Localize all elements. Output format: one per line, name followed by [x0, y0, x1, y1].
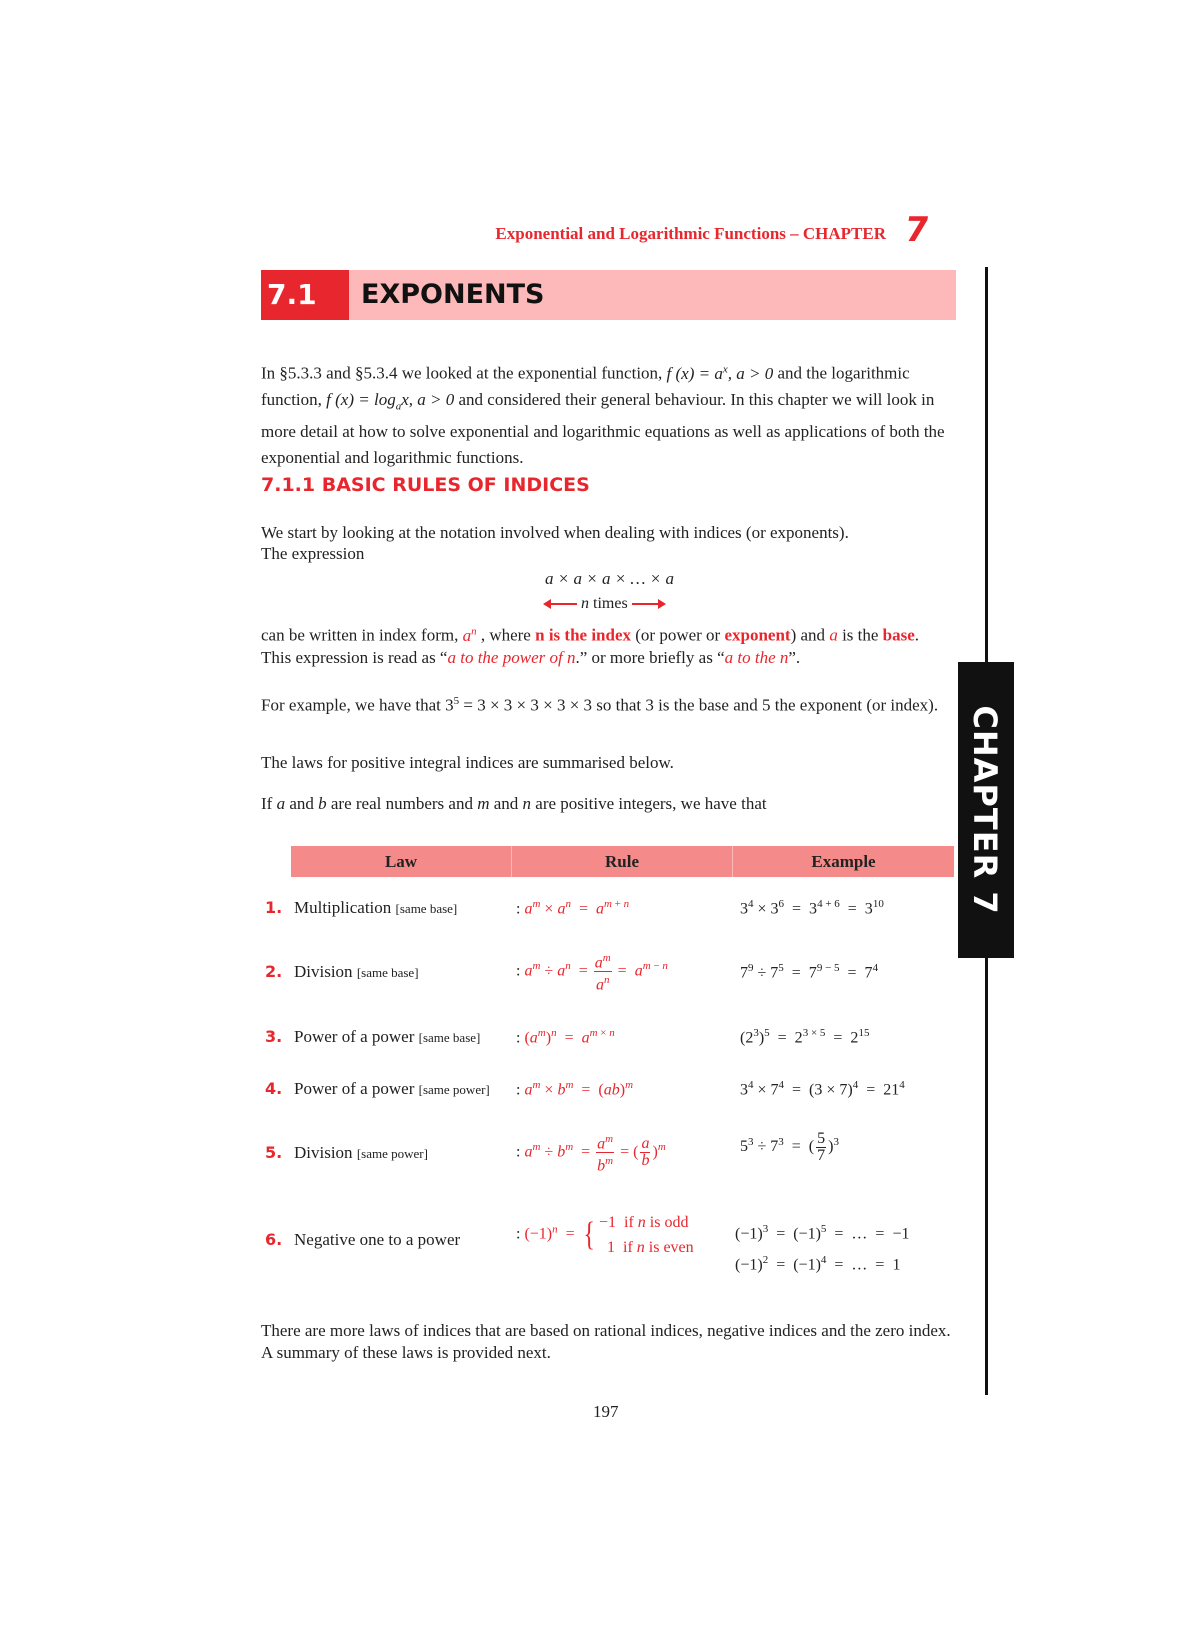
- row-law: Power of a power [same base]: [294, 1027, 481, 1046]
- right-arrow-icon: [632, 603, 664, 605]
- section-banner: [261, 270, 956, 320]
- row-number: 5.: [265, 1143, 283, 1162]
- chapter-side-tab-label: CHAPTER 7: [966, 705, 1004, 915]
- row-law: Negative one to a power: [294, 1230, 461, 1249]
- row-example: $5^3 \div 7^3$ = ( $\frac{5}{7}$ )$^3$: [740, 1130, 839, 1164]
- index-form-paragraph: can be written in index form, $a^n$ , where n is the index (or power or exponent) and a is the base. This expression is read as “a to the power of n.” or more briefly as “a to the n”.: [261, 625, 920, 667]
- row-example: $(2^3)^5 = 2^{3 \times 5} = 2^{15}$: [740, 1027, 870, 1047]
- row-example: $3^4 \times 7^4 = (3 \times 7)^4 = 21^4$: [740, 1079, 905, 1099]
- subsection-heading: 7.1.1 BASIC RULES OF INDICES: [261, 474, 590, 496]
- row-law: Division [same power]: [294, 1143, 428, 1162]
- row-law: Power of a power [same power]: [294, 1079, 490, 1098]
- row-rule: : $a^m \div b^m$ = $\frac{a^m}{b^m}$ = ( $\frac{a}{b}$ )$^m$: [516, 1133, 666, 1175]
- row-example: $(-1)^3 = (-1)^5$ = … = −1 $(-1)^2 = (-1)^4$ = … = 1: [735, 1223, 910, 1274]
- row-rule: : $(-1)^n$ = { −1 if n is odd 1 if n is even: [516, 1214, 694, 1256]
- laws-intro: The laws for positive integral indices are summarised below.: [261, 753, 674, 772]
- n-times-label: n times: [545, 595, 664, 613]
- row-number: 3.: [265, 1027, 283, 1046]
- running-header: Exponential and Logarithmic Functions – CHAPTER: [495, 224, 886, 243]
- left-arrow-icon: [545, 603, 577, 605]
- row-law: Division [same base]: [294, 962, 419, 981]
- header-law: Law: [384, 852, 418, 871]
- row-number: 6.: [265, 1230, 283, 1249]
- row-number: 4.: [265, 1079, 283, 1098]
- row-example: $3^4 \times 3^6 = 3^{4 + 6} = 3^{10}$: [740, 898, 884, 918]
- row-rule: : $a^m \div a^n$ = $\frac{a^m}{a^n}$ = $a^{m - n}$: [516, 952, 668, 994]
- notation-line-2: The expression: [261, 544, 365, 563]
- product-expression: a × a × a × … × a: [545, 569, 675, 588]
- row-law: Multiplication [same base]: [294, 898, 458, 917]
- laws-table-header: [291, 846, 954, 877]
- intro-paragraph: In §5.3.3 and §5.3.4 we looked at the exponential function, f $(x) = a^x$, a > 0 and the logarithmic function, f $(x) = \log_ax$, a > 0 and considered their general behaviour. In this chapter we will look in more detail at how to solve exponential and logarithmic equations as well as applications of both the exponential and logarithmic functions.: [261, 363, 945, 468]
- row-rule: : $a^m \times a^n = a^{m + n}$: [516, 898, 630, 918]
- header-example: Example: [811, 852, 876, 871]
- example-paragraph: For example, we have that $3^5 = 3 \times 3 \times 3 \times 3 \times 3$ so that 3 is the base and 5 the exponent (or index).: [261, 695, 939, 715]
- closing-paragraph: There are more laws of indices that are based on rational indices, negative indices and the zero index. A summary of these laws is provided next.: [261, 1321, 951, 1362]
- notation-line-1: We start by looking at the notation involved when dealing with indices (or exponents).: [261, 523, 849, 542]
- section-number: 7.1: [261, 270, 349, 320]
- header-rule: Rule: [605, 852, 639, 871]
- row-example: $7^9 \div 7^5 = 7^{9 - 5} = 7^4$: [740, 962, 879, 982]
- row-number: 2.: [265, 962, 283, 981]
- row-rule: : $(a^m)^n = a^{m \times n}$: [516, 1027, 615, 1047]
- row-rule: : $a^m \times b^m = (ab)^m$: [516, 1079, 634, 1099]
- conditions-paragraph: If a and b are real numbers and m and n are positive integers, we have that: [261, 794, 767, 813]
- running-header-chapter-number: 7: [902, 210, 932, 250]
- section-title: EXPONENTS: [361, 279, 545, 310]
- page-number: 197: [593, 1402, 619, 1421]
- row-number: 1.: [265, 898, 283, 917]
